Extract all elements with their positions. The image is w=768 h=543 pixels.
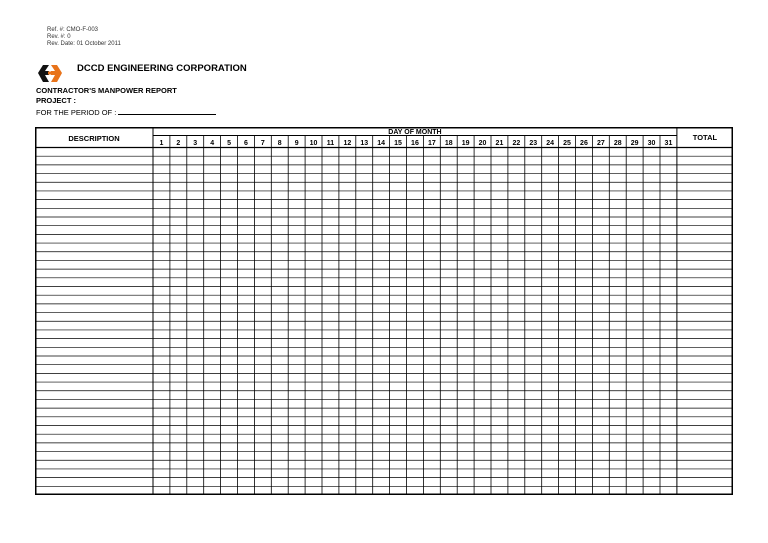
day-number-21: 21 <box>495 140 504 147</box>
day-number-7: 7 <box>260 140 265 147</box>
company-logo-icon <box>37 64 63 83</box>
day-number-10: 10 <box>309 140 318 147</box>
day-number-29: 29 <box>630 140 639 147</box>
day-number-8: 8 <box>277 140 282 147</box>
day-number-24: 24 <box>546 140 555 147</box>
period-blank-line[interactable] <box>118 107 216 115</box>
day-number-23: 23 <box>529 140 538 147</box>
day-number-15: 15 <box>394 140 402 147</box>
day-number-27: 27 <box>596 140 605 147</box>
day-number-25: 25 <box>563 140 571 147</box>
day-number-13: 13 <box>360 140 369 147</box>
revision-date: Rev. Date: 01 October 2011 <box>47 41 121 47</box>
period-label: FOR THE PERIOD OF : <box>36 108 117 117</box>
day-number-2: 2 <box>176 140 181 147</box>
day-number-16: 16 <box>411 140 419 147</box>
day-number-11: 11 <box>326 140 335 147</box>
period-field <box>36 107 216 117</box>
report-title: CONTRACTOR'S MANPOWER REPORT <box>36 86 177 95</box>
day-number-26: 26 <box>580 140 588 147</box>
day-number-18: 18 <box>444 140 453 147</box>
day-number-19: 19 <box>461 140 470 147</box>
manpower-table <box>35 127 733 495</box>
day-number-22: 22 <box>512 140 521 147</box>
day-number-14: 14 <box>377 140 386 147</box>
day-number-20: 20 <box>478 140 487 147</box>
day-number-30: 30 <box>647 140 656 147</box>
document-reference <box>47 27 121 48</box>
day-number-6: 6 <box>243 140 248 147</box>
day-number-12: 12 <box>343 140 352 147</box>
revision-number: Rev. #: 0 <box>47 34 71 40</box>
day-number-28: 28 <box>613 140 622 147</box>
manpower-grid <box>35 127 733 495</box>
day-number-3: 3 <box>193 140 198 147</box>
company-name: DCCD ENGINEERING CORPORATION <box>77 63 247 74</box>
total-header: TOTAL <box>692 133 718 142</box>
day-number-4: 4 <box>210 140 215 147</box>
day-number-9: 9 <box>294 140 299 147</box>
description-header: DESCRIPTION <box>68 134 120 143</box>
reference-number: Ref. #: CMO-F-003 <box>47 27 99 33</box>
table-border <box>36 128 733 495</box>
day-number-5: 5 <box>227 140 232 147</box>
day-of-month-header: DAY OF MONTH <box>388 129 442 136</box>
day-number-31: 31 <box>664 140 673 147</box>
day-number-1: 1 <box>159 140 164 147</box>
project-label: PROJECT : <box>36 96 77 105</box>
day-number-17: 17 <box>427 140 436 147</box>
